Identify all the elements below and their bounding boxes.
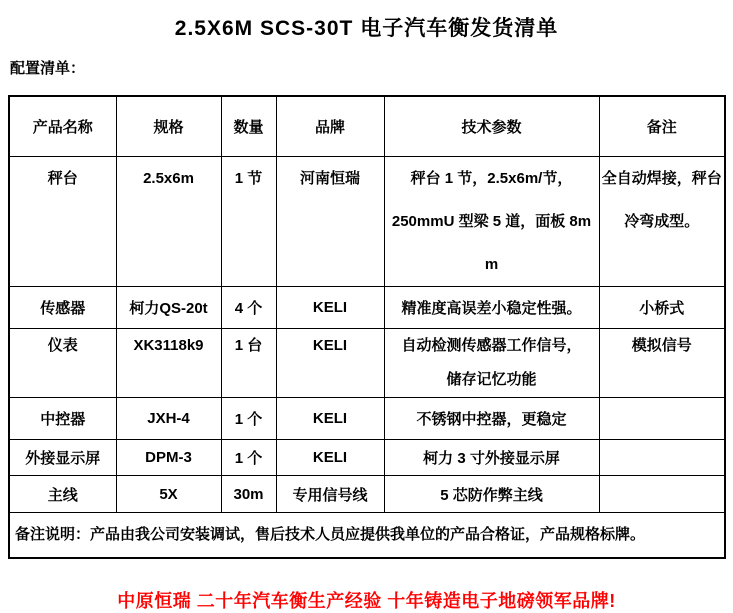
tech-params-line: 250mmU 型梁 5 道，面板 8mm <box>391 213 592 273</box>
cell-remark <box>599 476 725 513</box>
cell-brand: KELI <box>276 287 384 329</box>
tech-params-line: 秤台 1 节，2.5x6m/节， <box>410 170 573 187</box>
table-header-row <box>9 96 725 157</box>
table-row <box>9 398 725 440</box>
cell-qty: 1 节 <box>221 157 276 287</box>
cell-product-name: 中控器 <box>9 398 116 440</box>
cell-remark: 小桥式 <box>599 287 725 329</box>
cell-remark: 全自动焊接，秤台冷弯成型。 <box>599 157 725 287</box>
page-title: 2.5X6M SCS-30T 电子汽车衡发货清单 <box>174 17 559 40</box>
tech-params-line: 储存记忆功能 <box>446 371 537 388</box>
spec-table <box>8 95 726 559</box>
table-footer-note-row <box>9 513 725 559</box>
cell-tech-params: 5 芯防作弊主线 <box>384 476 599 513</box>
cell-product-name: 外接显示屏 <box>9 440 116 476</box>
cell-brand: KELI <box>276 398 384 440</box>
cell-qty: 4 个 <box>221 287 276 329</box>
cell-product-name: 秤台 <box>9 157 116 287</box>
cell-product-name: 仪表 <box>9 329 116 398</box>
config-list-label: 配置清单： <box>10 60 86 77</box>
header-product-name: 产品名称 <box>9 96 116 157</box>
table-row <box>9 287 725 329</box>
cell-spec: 5X <box>116 476 221 513</box>
cell-brand: 河南恒瑞 <box>276 157 384 287</box>
header-tech-params: 技术参数 <box>384 96 599 157</box>
cell-remark <box>599 440 725 476</box>
header-remark: 备注 <box>599 96 725 157</box>
header-qty: 数量 <box>221 96 276 157</box>
cell-tech-params <box>384 329 599 398</box>
cell-brand: 专用信号线 <box>276 476 384 513</box>
table-row <box>9 476 725 513</box>
cell-tech-params <box>384 157 599 287</box>
table-row <box>9 157 725 287</box>
cell-brand: KELI <box>276 440 384 476</box>
cell-qty: 1 个 <box>221 440 276 476</box>
cell-product-name: 传感器 <box>9 287 116 329</box>
cell-tech-params: 不锈钢中控器，更稳定 <box>384 398 599 440</box>
cell-remark <box>599 398 725 440</box>
cell-spec: JXH-4 <box>116 398 221 440</box>
footer-note: 备注说明：产品由我公司安装调试，售后技术人员应提供我单位的产品合格证，产品规格标牌。 <box>9 513 725 559</box>
header-brand: 品牌 <box>276 96 384 157</box>
cell-spec: 2.5x6m <box>116 157 221 287</box>
header-spec: 规格 <box>116 96 221 157</box>
cell-qty: 1 台 <box>221 329 276 398</box>
cell-remark: 模拟信号 <box>599 329 725 398</box>
cell-product-name: 主线 <box>9 476 116 513</box>
tech-params-line: 自动检测传感器工作信号， <box>401 337 582 354</box>
cell-brand: KELI <box>276 329 384 398</box>
table-row <box>9 329 725 398</box>
cell-spec: XK3118k9 <box>116 329 221 398</box>
cell-spec: 柯力QS-20t <box>116 287 221 329</box>
cell-qty: 30m <box>221 476 276 513</box>
cell-tech-params: 柯力 3 寸外接显示屏 <box>384 440 599 476</box>
footer-slogan: 中原恒瑞 二十年汽车衡生产经验 十年铸造电子地磅领军品牌! <box>117 591 616 611</box>
table-row <box>9 440 725 476</box>
cell-spec: DPM-3 <box>116 440 221 476</box>
cell-tech-params: 精准度高误差小稳定性强。 <box>384 287 599 329</box>
cell-qty: 1 个 <box>221 398 276 440</box>
